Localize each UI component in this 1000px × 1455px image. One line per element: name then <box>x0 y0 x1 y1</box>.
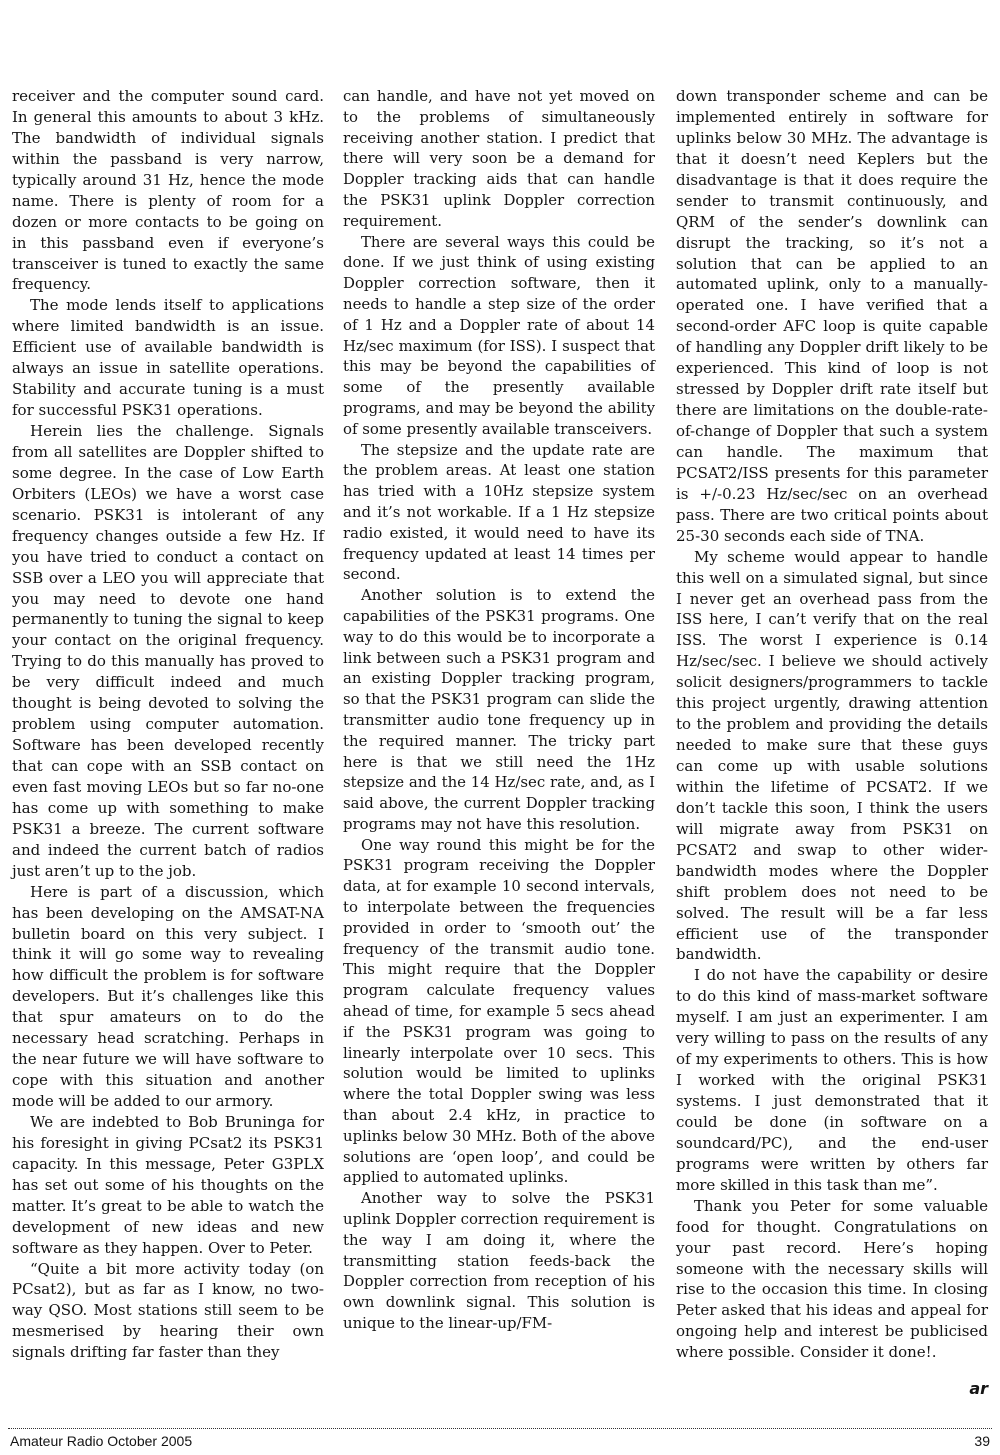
footer-publication: Amateur Radio October 2005 <box>10 1433 193 1449</box>
paragraph: receiver and the computer sound card. In general this amounts to about 3 kHz. The bandwidth of individual signals within the passband is very narrow, typically around 31 Hz, hence the mode name. There is plenty of room for a dozen or more contacts to be going on in this passband even if everyone’s transceiver is tuned to exactly the same frequency. <box>12 87 324 294</box>
paragraph: We are indebted to Bob Bruninga for his foresight in giving PCsat2 its PSK31 capacity. In this message, Peter G3PLX has set out some of his thoughts on the matter. It’s great to be able to watch the development of new ideas and new software as they happen. Over to Peter. <box>12 1112 324 1257</box>
text-column-1 <box>12 86 324 1363</box>
paragraph: The stepsize and the update rate are the problem areas. At least one station has tried with a 10Hz stepsize system and it’s not workable. If a 1 Hz stepsize radio existed, it would need to have its frequency updated at least 14 times per second. <box>343 440 655 584</box>
paragraph: Herein lies the challenge. Signals from all satellites are Doppler shifted to some degree. In the case of Low Earth Orbiters (LEOs) we have a worst case scenario. PSK31 is intolerant of any frequency changes outside a few Hz. If you have tried to conduct a contact on SSB over a LEO you will appreciate that you may need to devote one hand permanently to tuning the signal to keep your contact on the original frequency. Trying to do this manually has proved to be very difficult indeed and much thought is being devoted to solving the problem using computer automation. Software has been developed recently that can cope with an SSB contact on even fast moving LEOs but so far no-one has come up with something to make PSK31 a breeze. The current software and indeed the current batch of radios just aren’t up to the job. <box>12 422 324 880</box>
text-column-3 <box>676 86 988 1363</box>
paragraph: Another solution is to extend the capabilities of the PSK31 programs. One way to do this would be to incorporate a link between such a PSK31 program and an existing Doppler tracking program, so that the PSK31 program can slide the transmitter audio tone frequency up in the required manner. The tricky part here is that we still need the 1Hz stepsize and the 14 Hz/sec rate, and, as I said above, the current Doppler tracking programs may not have this resolution. <box>343 586 655 833</box>
footer-page-number: 39 <box>974 1433 990 1449</box>
paragraph: One way round this might be for the PSK31 program receiving the Doppler data, at for example 10 second intervals, to interpolate between the frequencies provided in order to ‘smooth out’ the frequency of the transmit audio tone. This might require that the Doppler program calculate frequency values ahead of time, for example 5 secs ahead if the PSK31 program was going to linearly interpolate over 10 secs. This solution would be limited to uplinks where the total Doppler swing was less than about 2.4 kHz, in practice to uplinks below 30 MHz. Both of the above solutions are ‘open loop’, and could be applied to automated uplinks. <box>343 835 655 1187</box>
paragraph: My scheme would appear to handle this well on a simulated signal, but since I never get an overhead pass from the ISS here, I can’t verify that on the real ISS. The worst I experience is 0.14 Hz/sec/sec. I believe we should actively solicit designers/programmers to tackle this project urgently, drawing attention to the problem and providing the details needed to make sure that these guys can come up with usable solutions within the lifetime of PCSAT2. If we don’t tackle this soon, I think the users will migrate away from PSK31 on PCSAT2 and swap to other wider-bandwidth modes where the Doppler shift problem does not need to be solved. The result will be a far less efficient use of the transponder bandwidth. <box>676 547 988 964</box>
footer-divider <box>8 1428 992 1429</box>
paragraph: I do not have the capability or desire to do this kind of mass-market software myself. I am just an experimenter. I am very willing to pass on the results of any of my experiments to others. This is how I worked with the original PSK31 systems. I just demonstrated that it could be done (in software on a soundcard/PC), and the end-user programs were written by others far more skilled in this task than me”. <box>676 966 988 1194</box>
article-end-mark: ar <box>969 1379 988 1398</box>
text-column-2 <box>343 86 655 1334</box>
paragraph: “Quite a bit more activity today (on PCsat2), but as far as I know, no two-way QSO. Most stations still seem to be mesmerised by hearing their own signals drifting far faster than they <box>12 1259 324 1362</box>
paragraph: The mode lends itself to applications where limited bandwidth is an issue. Efficient use of available bandwidth is always an issue in satellite operations. Stability and accurate tuning is a must for successful PSK31 operations. <box>12 296 324 420</box>
paragraph: Thank you Peter for some valuable food for thought. Congratulations on your past record. Here’s hoping someone with the necessary skills will rise to the occasion this time. In closing Peter asked that his ideas and appeal for ongoing help and interest be publicised where possible. Consider it done!. <box>676 1196 988 1362</box>
paragraph: Here is part of a discussion, which has been developing on the AMSAT-NA bulletin board on this very subject. I think it will go some way to revealing how difficult the problem is for software developers. But it’s challenges like this that spur amateurs on to do the necessary head scratching. Perhaps in the near future we will have software to cope with this situation and another mode will be added to our armory. <box>12 882 324 1110</box>
paragraph: Another way to solve the PSK31 uplink Doppler correction requirement is the way I am doing it, where the transmitting station feeds-back the Doppler correction from reception of his own downlink signal. This solution is unique to the linear-up/FM- <box>343 1189 655 1333</box>
paragraph: down transponder scheme and can be implemented entirely in software for uplinks below 30 MHz. The advantage is that it doesn’t need Keplers but the disadvantage is that it does require the sender to transmit continuously, and QRM of the sender’s downlink can disrupt the tracking, so it’s not a solution that can be applied to an automated uplink, only to a manually-operated one. I have verified that a second-order AFC loop is quite capable of handling any Doppler drift likely to be experienced. This kind of loop is not stressed by Doppler drift rate itself but there are limitations on the double-rate-of-change of Doppler that such a system can handle. The maximum that PCSAT2/ISS presents for this parameter is +/-0.23 Hz/sec/sec on an overhead pass. There are two critical points about 25-30 seconds each side of TNA. <box>676 87 988 545</box>
paragraph: There are several ways this could be done. If we just think of using existing Doppler correction software, then it needs to handle a step size of the order of 1 Hz and a Doppler rate of about 14 Hz/sec maximum (for ISS). I suspect that this may be beyond the capabilities of some of the presently available programs, and may be beyond the ability of some presently available transceivers. <box>343 232 655 438</box>
paragraph: can handle, and have not yet moved on to the problems of simultaneously receiving another station. I predict that there will very soon be a demand for Doppler tracking aids that can handle the PSK31 uplink Doppler correction requirement. <box>343 87 655 230</box>
